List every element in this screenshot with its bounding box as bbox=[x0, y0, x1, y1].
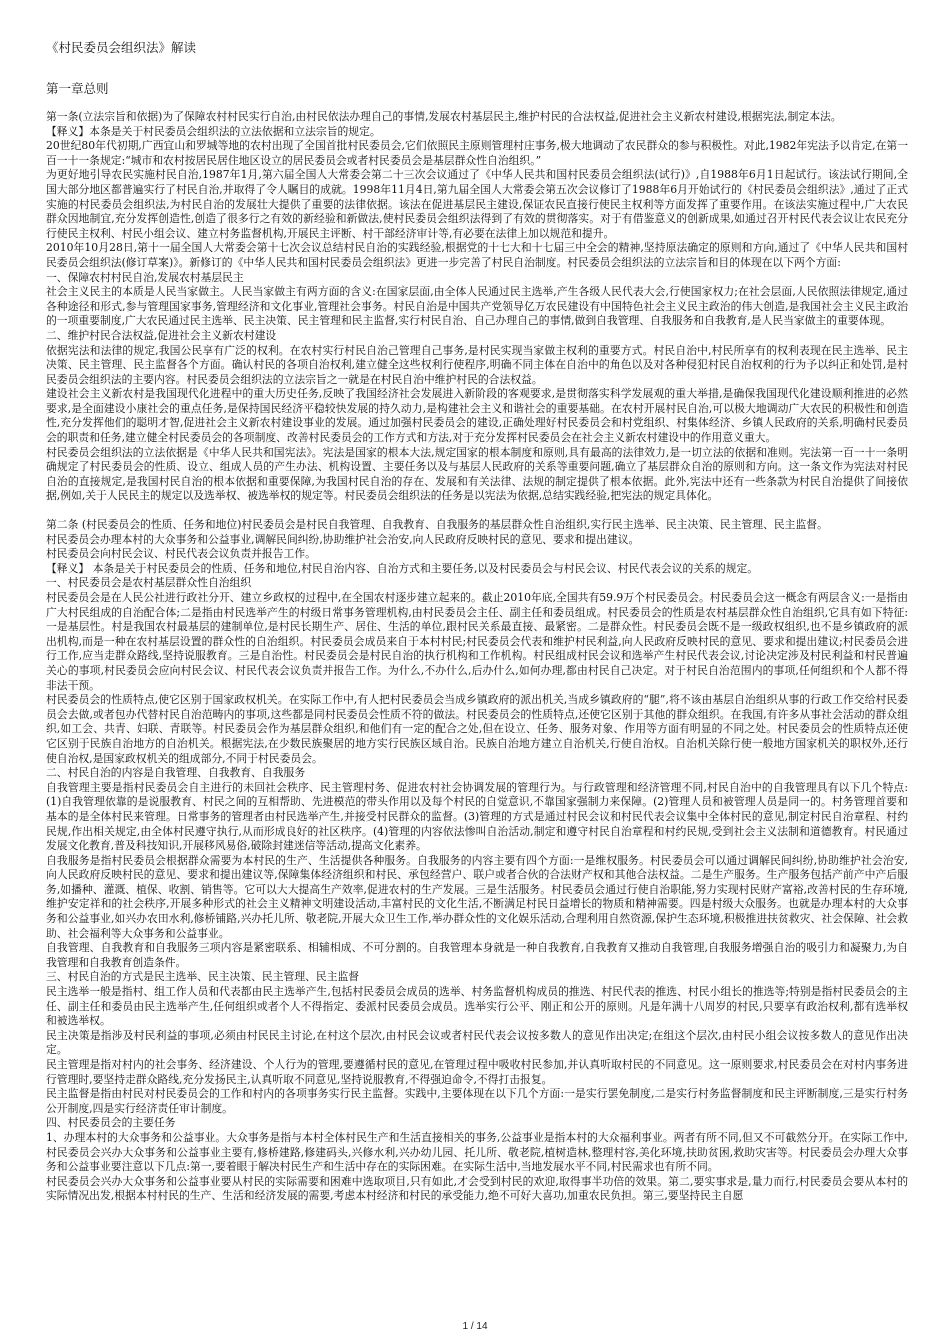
paragraph: 2010年10月28日,第十一届全国人大常委会第十七次会议总结村民自治的实践经验,根据党的十七大和十七届三中全会的精神,坚持原法确定的原则和方向,通过了《中华人民共和国村民委员会组织法(修订草案)》。新修订的《中华人民共和国村民委员会组织法》更进一步完善了村民自治制度。村民委员会组织法的立法宗旨和目的体现在以下两个方面: bbox=[46, 241, 908, 269]
paragraph: 民主决策是指涉及村民利益的事项,必须由村民民主讨论,在村这个层次,由村民会议或者村民代表会议按多数人的意见作出决定;在组这个层次,由村民小组会议按多数人的意见作出决定。 bbox=[46, 1028, 908, 1057]
paragraph: 村民委员会的性质特点,使它区别于国家政权机关。在实际工作中,有人把村民委员会当成乡镇政府的派出机关,当成乡镇政府的“腿”,将不该由基层自治组织从事的行政工作交给村民委员会去做,或者包办代替村民自治范畴内的事项,这些都是同村民委员会性质不符的做法。村民委员会的性质特点,还使它区别于其他的群众组织。在我国,有许多从事社会活动的群众组织,如工会、共青、妇联、青联等。村民委员会作为基层群众组织,和他们有一定的配合之处,但在设立、任务、服务对象、作用等方面有明显的不同之处。村民委员会的性质特点还使它区别于民族自治地方的自治机关。根据宪法,在少数民族聚居的地方实行民族区域自治。民族自治地方建立自治机关,行使自治权。自治机关除行使一般地方国家机关的职权外,还行使自治权,是国家政权机关的组成部分,不同于村民委员会。 bbox=[46, 693, 908, 765]
paragraph: 为更好地引导农民实施村民自治,1987年1月,第六届全国人大常委会第二十三次会议通过了《中华人民共和国村民委员会组织法(试行)》,自1988年6月1日起试行。该法试行期间,全国大部分地区都普遍实行了村民自治,并取得了令人瞩目的成就。1998年11月4日,第九届全国人大常委会第五次会议修订了1988年6月开始试行的《村民委员会组织法》,通过了正式实施的村民委员会组织法,为村民自治的发展壮大提供了重要的法律依据。该法在促进基层民主建设,保证农民直接行使民主权利等方面发挥了重要作用。在该法实施过程中,广大农民群众因地制宜,充分发挥创造性,创造了很多行之有效的新经验和新做法,使村民委员会组织法得到了有效的贯彻落实。对于有借鉴意义的创新成果,如通过召开村民代表会议让农民充分行使民主权利、村民小组会议、建立村务监督机构,开展民主评断、村干部经济审计等,有必要在法律上加以规范和提升。 bbox=[46, 168, 908, 240]
paragraph: 1、办理本村的大众事务和公益事业。大众事务是指与本村全体村民生产和生活直接相关的事务,公益事业是指本村的大众福利事业。两者有所不同,但又不可截然分开。在实际工作中,村民委员会兴办大众事务和公益事业主要有,修桥建路,修建码头,兴修水利,兴办幼儿园、托儿所、敬老院,植树造林,整理村容,美化环境,扶助贫困,救助灾害等。村民委员会办理大众事务和公益事业要注意以下几点:第一,要着眼于解决村民生产和生活中存在的实际困难。在实际生活中,当地发展水平不同,村民需求也有所不同。 bbox=[46, 1130, 908, 1174]
paragraph: 【释义】 本条是关于村民委员会的性质、任务和地位,村民自治内容、自治方式和主要任务,以及村民委员会与村民会议、村民代表会议的关系的规定。 bbox=[46, 561, 759, 575]
paragraph: 自我管理、自我教育和自我服务三项内容是紧密联系、相辅相成、不可分割的。自我管理本身就是一种自我教育,自我教育又推动自我管理,自我服务增强自治的吸引力和凝聚力,为自我管理和自我教育创造条件。 bbox=[46, 941, 908, 969]
paragraph: 20世纪80年代初期,广西宜山和罗城等地的农村出现了全国首批村民委员会,它们依照民主原则管理村庄事务,极大地调动了农民群众的参与积极性。对此,1982年宪法予以肯定,在第一百一十一条规定:“城市和农村按居民居住地区设立的居民委员会或者村民委员会是基层群众性自治组织。” bbox=[46, 139, 908, 167]
paragraph: 村民委员会兴办大众事务和公益事业要从村民的实际需要和困难中选取项目,只有如此,才会受到村民的欢迎,取得事半功倍的效果。第二,要实事求是,量力而行,村民委员会要从本村的实际情况出发,根据本村村民的生产、生活和经济发展的需要,考虑本村经济和村民的承受能力,绝不可好大喜功,加重农民负担。第三,要坚持民主自愿 bbox=[46, 1174, 908, 1203]
section-article-2 bbox=[46, 518, 908, 1204]
paragraph: 村民委员会是在人民公社进行政社分开、建立乡政权的过程中,在全国农村逐步建立起来的。截止2010年底,全国共有59.9万个村民委员会。村民委员会这一概念有两层含义:一是指由广大村民组成的自治配合体;二是指由村民选举产生的村级日常事务管理机构,由村民委员会主任、副主任和委员组成。村民委员会的性质是农村基层群众性自治组织,它具有如下特征:一是基层性。村是我国农村最基层的建制单位,是村民长期生产、居住、生活的单位,跟村民关系最直接、最紧密。二是群众性。村民委员会既不是一级政权组织,也不是乡镇政府的派出机构,而是一种在农村基层设置的群众性的自治组织。村民委员会成员来自于本村村民;村民委员会代表和维护村民利益,向人民政府反映村民的意见、要求和提出建议;村民委员会进行工作,应当走群众路线,坚持说服教育。三是自治性。村民委员会是村民自治的执行机构和工作机构。村民组成村民会议和选举产生村民代表会议,讨论决定涉及村民利益和村民普遍关心的事项,村民委员会应向村民会议、村民代表会议负责并报告工作。为什么,不办什么,后办什么,如何办理,都由村民自己决定。对于村民自治范围内的事项,任何组织和个人都不得非法干预。 bbox=[46, 591, 908, 692]
paragraph: 村民委员会组织法的立法依据是《中华人民共和国宪法》。宪法是国家的根本大法,规定国家的根本制度和原则,具有最高的法律效力,是一切立法的依据和准则。宪法第一百一十一条明确规定了村民委员会的性质、设立、组成人员的产生办法、机构设置、主要任务以及与基层人民政府的关系等重要问题,确立了基层群众自治的原则和方向。这一条文作为宪法对村民自治的直接规定,是我国村民自治的根本依据和重要保障,为我国村民自治的存在、发展和有关法律、法规的制定提供了根本依据。此外,宪法中还有一些条款为村民自治提供了间接依据,例如,关于人民民主的规定以及选举权、被选举权的规定等。村民委员会组织法的任务是以宪法为依据,总结实践经验,把宪法的规定具体化。 bbox=[46, 445, 908, 503]
paragraph: 民主管理是指对村内的社会事务、经济建设、个人行为的管理,要遵循村民的意见,在管理过程中吸收村民参加,并认真听取村民的不同意见。这一原则要求,村民委员会在对村内事务进行管理时,要坚持走群众路线,充分发扬民主,认真听取不同意见,坚持说服教育,不得强迫命令,不得打击报复。 bbox=[46, 1058, 908, 1086]
paragraph: 社会主义民主的本质是人民当家做主。人民当家做主有两方面的含义:在国家层面,由全体人民通过民主选举,产生各级人民代表大会,行使国家权力;在社会层面,人民依照法律规定,通过各种途径和形式,参与管理国家事务,管理经济和文化事业,管理社会事务。村民自治是中国共产党领导亿万农民建设有中国特色社会主义民主政治的伟大创造,是我国社会主义民主政治的一项重要制度,广大农民通过民主选举、民主决策、民主管理和民主监督,实行村民自治、自己办理自己的事情,做到自我管理、自我服务和自我教育,是人民当家做主的重要体现。 bbox=[46, 285, 908, 328]
paragraph: 依据宪法和法律的规定,我国公民享有广泛的权利。在农村实行村民自治己管理自己事务,是村民实现当家做主权利的重要方式。村民自治中,村民所享有的权利表现在民主选举、民主决策、民主管理、民主监督各个方面。确认村民的各项自治权利,建立健全这些权利行使程序,明确不同主体在自治中的角色以及对各种侵犯村民自治权利的行为予以纠正和处罚,是村民委员会组织法的主要内容。村民委员会组织法的立法宗旨之一就是在村民自治中维护村民的合法权益。 bbox=[46, 343, 908, 386]
paragraph: 一、保障农村村民自治,发展农村基层民主 bbox=[46, 270, 244, 284]
paragraph: 【释义】本条是关于村民委员会组织法的立法依据和立法宗旨的规定。 bbox=[46, 124, 381, 138]
paragraph: 自我服务是指村民委员会根据群众需要为本村民的生产、生活提供各种服务。自我服务的内容主要有四个方面:一是维权服务。村民委员会可以通过调解民间纠纷,协助维护社会治安,向人民政府反映村民的意见、要求和提出建议等,保障集体经济组织和村民、承包经营户、联户或者合伙的合法财产权和其他合法权益。二是生产服务。生产服务包括产前产中产后服务,如播种、灌溉、植保、收割、销售等。它可以大大提高生产效率,促进农村的生产发展。三是生活服务。村民委员会通过行使自治职能,努力实现村民财产富裕,改善村民的生存环境,维护安定祥和的社会秩序,开展多种形式的社会主义精神文明建设活动,丰富村民的文化生活,不断满足村民日益增长的物质和精神需要。四是村级大众服务。也就是办理本村的大众事务和公益事业,如兴办农田水利,修桥铺路,兴办托儿所、敬老院,开展大众卫生工作,举办群众性的文化娱乐活动,合理利用自然资源,保护生态环境,积极推进扶贫救灾、社会保障、社会救助、社会福利等大众事务和公益事业。 bbox=[46, 853, 908, 940]
document-page bbox=[46, 40, 908, 1204]
paragraph: 三、村民自治的方式是民主选举、民主决策、民主管理、民主监督 bbox=[46, 970, 360, 984]
paragraph: 第二条 (村民委员会的性质、任务和地位)村民委员会是村民自我管理、自我教育、自我服务的基层群众性自治组织,实行民主选举、民主决策、民主管理、民主监督。 bbox=[46, 518, 828, 532]
paragraph: 二、村民自治的内容是自我管理、自我教育、自我服务 bbox=[46, 766, 306, 780]
paragraph: 一、村民委员会是农村基层群众性自治组织 bbox=[46, 576, 252, 590]
paragraph: 民主监督是指由村民对村民委员会的工作和村内的各项事务实行民主监督。实践中,主要体现在以下几个方面:一是实行罢免制度,二是实行村务监督制度和民主评断制度,三是实行村务公开制度,四是实行经济责任审计制度。 bbox=[46, 1087, 908, 1115]
chapter-heading: 第一章总则 bbox=[46, 81, 109, 96]
paragraph: 村民委员会办理本村的大众事务和公益事业,调解民间纠纷,协助维护社会治安,向人民政府反映村民的意见、要求和提出建议。 bbox=[46, 532, 640, 546]
paragraph: 村民委员会向村民会议、村民代表会议负责并报告工作。 bbox=[46, 547, 316, 561]
document-title: 《村民委员会组织法》解读 bbox=[46, 40, 197, 55]
section-article-1 bbox=[46, 110, 908, 504]
paragraph: 二、维护村民合法权益,促进社会主义新农村建设 bbox=[46, 328, 277, 342]
paragraph-gap bbox=[46, 504, 908, 518]
paragraph: 自我管理主要是指村民委员会自主进行的未回社会秩序、民主管理村务、促进农村社会协调发展的管理行为。与行政管理和经济管理不同,村民自治中的自我管理具有以下几个特点:(1)自我管理依靠的是说服教育、村民之间的互相帮助、先进模范的带头作用以及每个村民的自觉意识,不靠国家强制力来保障。(2)管理人员和被管理人员是同一的。村务管理首要和基本的是全体村民来管理。日常事务的管理者由村民选举产生,并接受村民群众的监督。(3)管理的方式是通过村民会议和村民代表会议集中全体村民的意见,制定村民自治章程、村约民规,作出相关规定,由全体村民遵守执行,从而形成良好的社区秩序。(4)管理的内容依法惨叫自治活动,制定和遵守村民自治章程和村约民规,受到社会主义法制和道德教育。村民通过发展文化教育,普及科技知识,开展移风易俗,破除封建迷信等活动,提高文化素养。 bbox=[46, 780, 908, 853]
paragraph: 民主选举一般是指村、组工作人员和代表都由民主选举产生,包括村民委员会成员的选举、村务监督机构成员的推选、村民代表的推选、村民小组长的推选等;特别是指村民委员会的主任、副主任和委员由民主选举产生,任何组织或者个人不得指定、委派村民委员会成员。选举实行公平、刚正和公开的原则。凡是年满十八周岁的村民,只要享有政治权利,都有选举权和被选举权。 bbox=[46, 985, 908, 1028]
page-number: 1 / 14 bbox=[462, 1321, 488, 1332]
paragraph: 第一条(立法宗旨和依据)为了保障农村村民实行自治,由村民依法办理自己的事情,发展农村基层民主,维护村民的合法权益,促进社会主义新农村建设,根据宪法,制定本法。 bbox=[46, 110, 842, 123]
paragraph: 建设社会主义新农村是我国现代化进程中的重大历史任务,反映了我国经济社会发展进入新阶段的客观要求,是贯彻落实科学发展观的重大举措,是确保我国现代化建设顺利推进的必然要求,是全面建设小康社会的重点任务,是保持国民经济平稳较快发展的持久动力,是构建社会主义和谐社会的重要基础。在农村开展村民自治,可以极大地调动广大农民的积极性和创造性,充分发挥他们的聪明才智,促进社会主义新农村建设事业的发展。通过加强村民委员会的建设,正确处理好村民委员会和村党组织、村集体经济、乡镇人民政府的关系,明确村民委员会的职责和任务,建立健全村民委员会的各项制度、改善村民委员会的工作方式和方法,对于充分发挥村民委员会在社会主义新农村建设中的作用意义重大。 bbox=[46, 387, 908, 445]
paragraph: 四、村民委员会的主要任务 bbox=[46, 1116, 176, 1130]
